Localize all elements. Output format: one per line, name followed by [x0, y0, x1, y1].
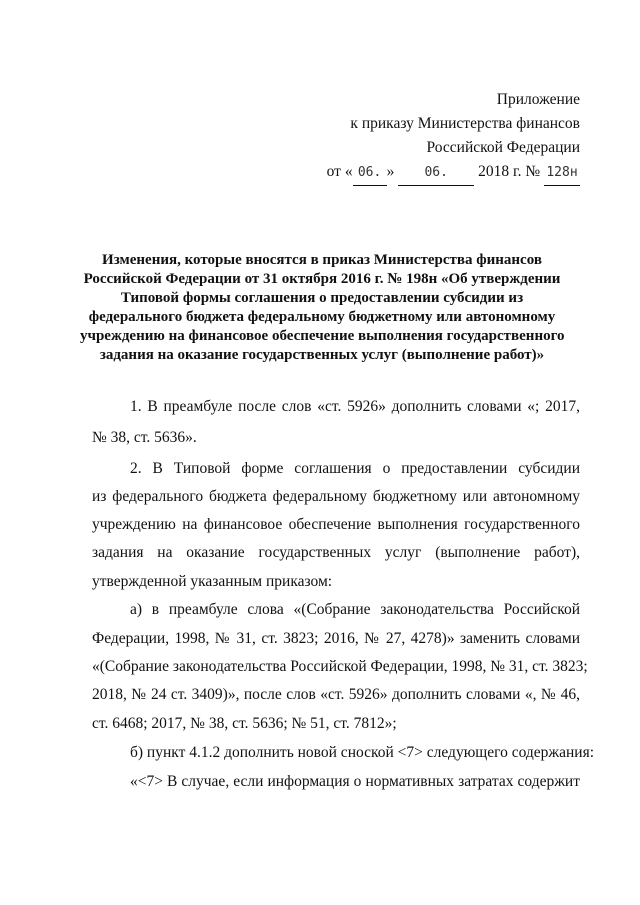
body-line: задания на оказание государственных услуг (выполнение работ),	[92, 544, 580, 561]
date-year: 2018 г. №	[478, 163, 541, 180]
date-quote-close: »	[386, 163, 395, 180]
appendix-label: Приложение	[496, 91, 580, 108]
order-date-line	[260, 160, 580, 186]
body-line: ст. 6468; 2017, № 38, ст. 5636; № 51, ст. 7812»;	[92, 715, 397, 732]
handwritten-month: 06.	[398, 161, 474, 186]
body-line: 1. В преамбуле после слов «ст. 5926» дополнить словами «; 2017,	[130, 398, 580, 415]
body-line: б) пункт 4.1.2 дополнить новой сноской <7> следующего содержания:	[130, 744, 595, 761]
body-line: из федерального бюджета федеральному бюджетному или автономному	[92, 488, 580, 505]
body-line: 2018, № 24 ст. 3409)», после слов «ст. 5926» дополнить словами «, № 46,	[92, 686, 580, 703]
body-line: «(Собрание законодательства Российской Федерации, 1998, № 31, ст. 3823;	[92, 658, 588, 675]
body-line: «<7> В случае, если информация о нормативных затратах содержит	[130, 773, 580, 790]
body-line: а) в преамбуле слова «(Собрание законодательства Российской	[130, 601, 580, 618]
document-title	[80, 251, 564, 365]
date-prefix: от «	[326, 163, 353, 180]
title-line: задания на оказание государственных услуг (выполнение работ)»	[99, 347, 545, 363]
title-line: Российской Федерации от 31 октября 2016 г. № 198н «Об утверждении	[83, 271, 561, 287]
order-reference: к приказу Министерства финансов	[350, 115, 580, 132]
body-line: Федерации, 1998, № 31, ст. 3823; 2016, № 27, 4278)» заменить словами	[92, 630, 580, 647]
handwritten-day: 06.	[353, 161, 387, 186]
body-line: 2. В Типовой форме соглашения о предоставлении субсидии	[130, 460, 580, 477]
body-line: утвержденной указанным приказом:	[92, 573, 333, 590]
title-line: Типовой формы соглашения о предоставлении субсидии из	[120, 290, 524, 306]
body-line: № 38, ст. 5636».	[92, 429, 197, 446]
appendix-header	[260, 88, 580, 186]
title-line: учреждению на финансовое обеспечение выполнения государственного	[80, 328, 565, 344]
ministry-country: Российской Федерации	[426, 139, 580, 156]
title-line: Изменения, которые вносятся в приказ Министерства финансов	[102, 252, 542, 268]
handwritten-order-number: 128н	[544, 161, 580, 186]
title-line: федерального бюджета федеральному бюджетному или автономному	[88, 309, 556, 325]
body-line: учреждению на финансовое обеспечение выполнения государственного	[92, 516, 580, 533]
